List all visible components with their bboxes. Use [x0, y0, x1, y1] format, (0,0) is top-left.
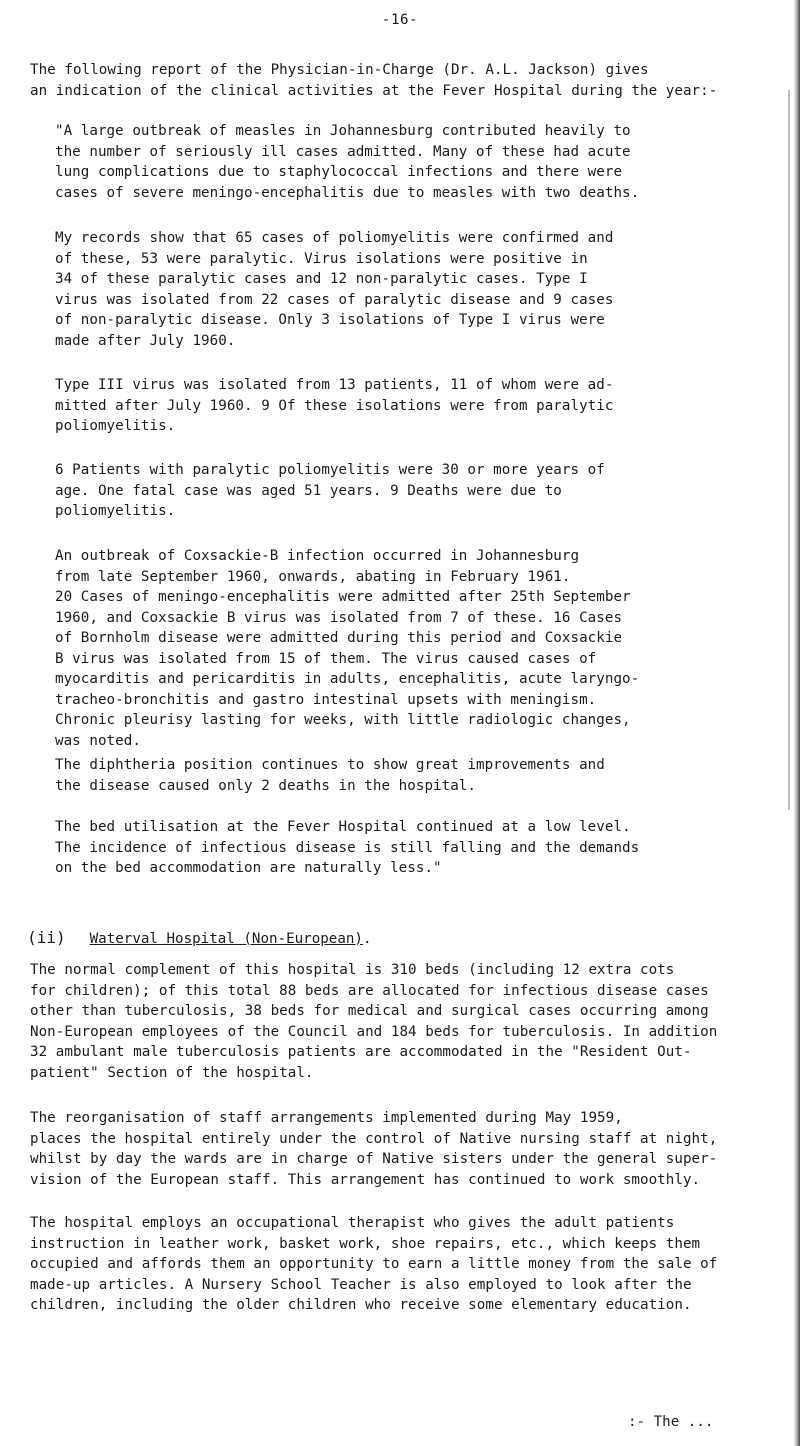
section-paragraph-therapist: The hospital employs an occupational therapist who gives the adult patients instruction in leather work, basket work, shoe repairs, etc., which keeps them occupied and affords them an opportunity to earn a little money from the sale of made-up articles. A Nursery School Teacher is also employed to look after the children, including the older children who receive some elementary education.: [30, 1215, 718, 1313]
report-paragraph-polio-age: 6 Patients with paralytic poliomyelitis were 30 or more years of age. One fatal case was aged 51 years. 9 Deaths were due to poliomyelitis.: [55, 462, 605, 519]
section-heading: [10, 907, 372, 949]
section-paragraph-staff: The reorganisation of staff arrangements implemented during May 1959, places the hospital entirely under the control of Native nursing staff at night, whilst by day the wards are in charge of Native sisters under the general super- vision of the European staff. This arrangement has continued to work smoothly.: [30, 1110, 718, 1188]
section-title: Waterval Hospital (Non-European): [89, 930, 363, 947]
report-paragraph-coxsackie: An outbreak of Coxsackie-B infection occurred in Johannesburg from late September 1960, onwards, abating in February 1961. 20 Cases of meningo-encephalitis were admitted after 25th September 1960, and Coxsackie B virus was isolated from 7 of these. 16 Cases of Bornholm disease were admitted during this period and Coxsackie B virus was isolated from 15 of them. The virus caused cases of myocarditis and pericarditis in adults, encephalitis, acute laryngo- tracheo-bronchitis and gastro intestinal upsets with meningism. Chronic pleurisy lasting for weeks, with little radiologic changes, was noted.: [55, 548, 640, 749]
section-paragraph-complement: The normal complement of this hospital is 310 beds (including 12 extra cots for children); of this total 88 beds are allocated for infectious disease cases other than tuberculosis, 38 beds for medical and surgical cases occurring among Non-European employees of the Council and 184 beds for tuberculosis. In addition 32 ambulant male tuberculosis patients are accommodated in the "Resident Out- patient" Section of the hospital.: [30, 962, 718, 1081]
scan-shadow-line: [788, 90, 790, 810]
page-number: -16-: [381, 12, 419, 28]
section-number: (ii): [27, 927, 66, 947]
report-paragraph-bed-utilisation: The bed utilisation at the Fever Hospital continued at a low level. The incidence of infectious disease is still falling and the demands on the bed accommodation are naturally less.": [55, 819, 640, 876]
continuation-catchword: :- The ...: [628, 1414, 714, 1430]
intro-paragraph: The following report of the Physician-in-Charge (Dr. A.L. Jackson) gives an indication of the clinical activities at the Fever Hospital during the year:-: [30, 62, 718, 99]
report-paragraph-diphtheria: The diphtheria position continues to show great improvements and the disease caused only 2 deaths in the hospital.: [55, 757, 605, 794]
section-title-period: .: [362, 930, 372, 947]
report-paragraph-measles: "A large outbreak of measles in Johannesburg contributed heavily to the number of seriously ill cases admitted. Many of these had acute lung complications due to staphylococcal infections and there were cases of severe meningo-encephalitis due to measles with two deaths.: [55, 123, 640, 201]
scan-page-edge: [793, 0, 800, 1446]
report-paragraph-polio-cases: My records show that 65 cases of poliomyelitis were confirmed and of these, 53 were paralytic. Virus isolations were positive in 34 of these paralytic cases and 12 non-paralytic cases. Type I virus was isolated from 22 cases of paralytic disease and 9 cases of non-paralytic disease. Only 3 isolations of Type I virus were made after July 1960.: [55, 230, 614, 349]
report-paragraph-type-iii: Type III virus was isolated from 13 patients, 11 of whom were ad- mitted after July 1960. 9 Of these isolations were from paralytic poliomyelitis.: [55, 377, 614, 434]
